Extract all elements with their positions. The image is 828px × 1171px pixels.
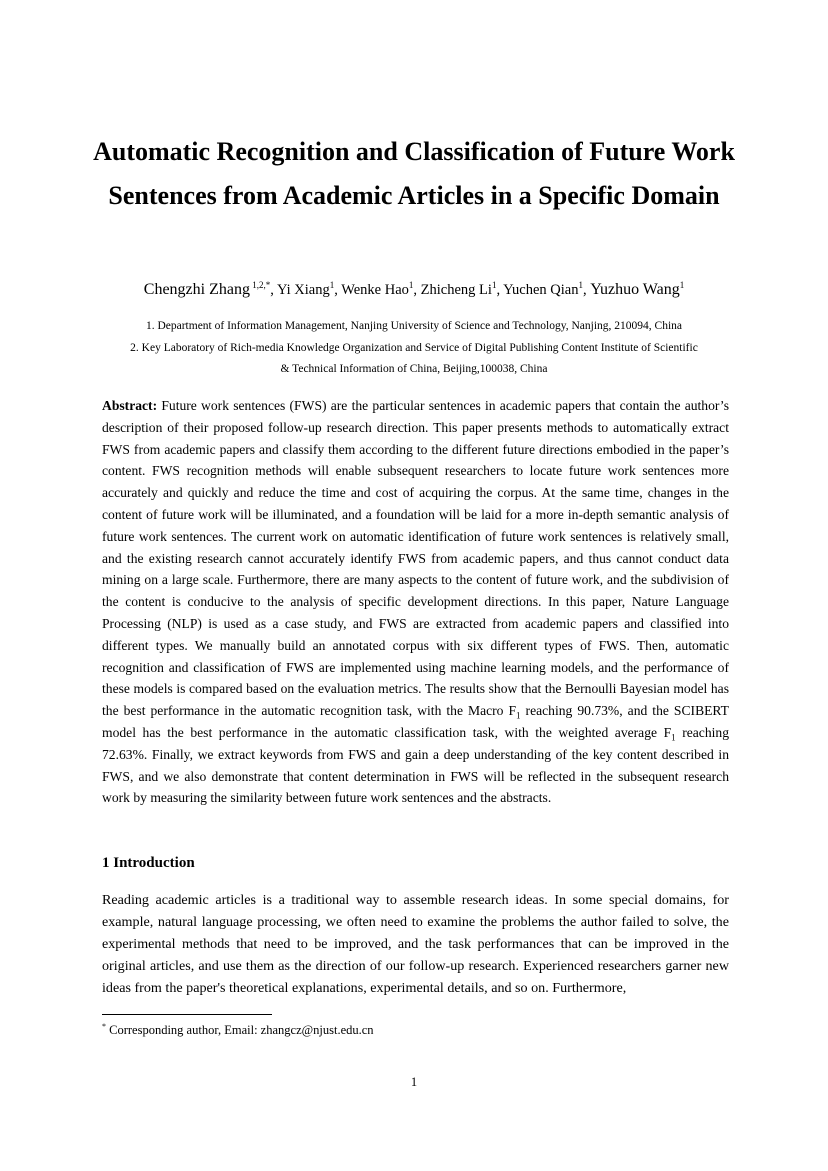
author-separator: , xyxy=(496,282,504,298)
author-separator: , xyxy=(582,282,591,298)
footnote xyxy=(102,1021,374,1039)
author-name: Yuzhuo Wang xyxy=(590,281,680,298)
author-separator: , xyxy=(334,282,342,298)
footnote-text: Corresponding author, Email: zhangcz@njust.edu.cn xyxy=(106,1023,374,1037)
author-list xyxy=(60,280,768,300)
footnote-divider xyxy=(102,1014,272,1015)
paper-title: Automatic Recognition and Classification of Future Work Sentences from Academic Articles in a Specific Domain xyxy=(93,137,735,210)
author-affiliation-mark: 1 xyxy=(491,280,497,291)
author-affiliation-mark: 1 xyxy=(679,280,685,291)
author-affiliation-mark: 1 xyxy=(578,280,583,291)
abstract-text-part-1: Future work sentences (FWS) are the particular sentences in academic papers that contain the author’s description of their proposed follow-up research direction. This paper presents methods to automatically extract FWS from academic papers and classify them according to the different future directions embodied in the paper’s content. FWS recognition methods will enable subsequent researchers to locate future work sentences more accurately and quickly and reduce the time and cost of acquiring the corpus. At the same time, changes in the content of future work will be illuminated, and a foundation will be laid for a more in-depth semantic analysis of future work sentences. The current work on automatic identification of future work sentences is relatively small, and the existing research cannot accurately identify FWS from academic papers, and thus cannot conduct data mining on a large scale. Furthermore, there are many aspects to the content of future work, and the subdivision of the content is conducive to the analysis of specific development directions. In this paper, Nature Language Processing (NLP) is used as a case study, and FWS are extracted from academic papers and classified into different types. We manually build an annotated corpus with six different types of FWS. Then, automatic recognition and classification of FWS are implemented using machine learning models, and the performance of these models is compared based on the evaluation metrics. The results show that the Bernoulli Bayesian model has the best performance in the automatic recognition task, with the Macro F xyxy=(102,398,729,719)
abstract-label: Abstract: xyxy=(102,398,158,413)
introduction-paragraph: Reading academic articles is a traditional way to assemble research ideas. In some special domains, for example, natural language processing, we often need to examine the problems the author failed to solve, the experimental methods that need to be improved, and the task performances that can be improved in the original articles, and use them as the direction of our follow-up research. Experienced researchers garner new ideas from the paper's theoretical explanations, experimental details, and so on. Furthermore, xyxy=(102,892,729,996)
author-separator: , xyxy=(270,282,277,298)
author-name: Yuchen Qian xyxy=(503,282,579,298)
author-separator: , xyxy=(413,282,421,298)
author-name: Chengzhi Zhang xyxy=(143,281,250,298)
author-name: Wenke Hao xyxy=(341,282,409,298)
abstract-subscript-2: 1 xyxy=(671,732,676,743)
page-number: 1 xyxy=(410,1075,418,1089)
abstract xyxy=(102,395,729,809)
affiliations xyxy=(60,316,768,381)
author-affiliation-mark: 1 xyxy=(408,280,414,291)
author-affiliation-mark: 1,2,* xyxy=(249,280,271,291)
author-name: Zhicheng Li xyxy=(420,282,492,298)
affiliation-1: 1. Department of Information Management, Nanjing University of Science and Technology, Nanjing, 210094, China xyxy=(145,320,683,332)
author-name: Yi Xiang xyxy=(276,282,330,298)
author-affiliation-mark: 1 xyxy=(329,280,335,291)
affiliation-2: 2. Key Laboratory of Rich-media Knowledge Organization and Service of Digital Publishing Content Institute of Scientific xyxy=(130,341,698,354)
abstract-text-part-3: reaching 72.63%. Finally, we extract keywords from FWS and gain a deep understanding of the key content described in FWS, and we also demonstrate that content determination in FWS will be reflected in the subsequent research work by measuring the similarity between future work sentences and the abstracts. xyxy=(102,724,729,806)
abstract-subscript-1: 1 xyxy=(516,710,521,721)
affiliation-2-continued: & Technical Information of China, Beijing,100038, China xyxy=(280,363,548,375)
abstract-text-part-2: reaching 90.73%, and the SCIBERT model has the best performance in the automatic classification task, with the weighted average F xyxy=(102,703,729,740)
footnote-mark: * xyxy=(102,1021,106,1031)
section-heading-introduction: 1 Introduction xyxy=(102,855,195,871)
